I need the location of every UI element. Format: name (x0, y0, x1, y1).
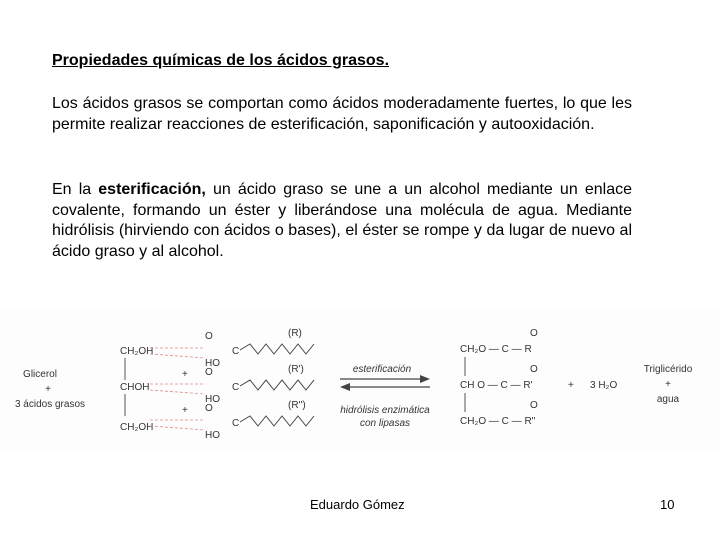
label-glycerol: Glicerol (23, 369, 57, 380)
product-carbonyl-o-3: O (530, 400, 538, 411)
page-number: 10 (660, 497, 675, 512)
water-term: 3 H₂O (590, 380, 618, 391)
product-row-1: CH₂O — C — R (460, 344, 532, 355)
plus-products: + (568, 380, 574, 391)
acid1-r-label: (R) (288, 328, 302, 339)
acid3-r-label: (R'') (288, 400, 306, 411)
esterification-scheme (0, 310, 720, 450)
glycerol-ch2oh-bottom: CH₂OH (120, 422, 154, 433)
forward-arrow-label: esterificación (352, 364, 412, 375)
label-water: agua (656, 394, 680, 405)
label-fatty-acids: 3 ácidos grasos (14, 399, 86, 410)
paragraph-prefix: En la (52, 181, 99, 198)
acid1-c: C (232, 346, 240, 357)
acid2-ho: HO (205, 394, 220, 405)
acid1-ho: HO (205, 358, 220, 369)
acid1-carbonyl-o: O (205, 331, 213, 342)
plus-reactant-2: + (182, 405, 188, 416)
page-title: Propiedades químicas de los ácidos grasos. (52, 52, 390, 69)
label-plus-right: + (665, 379, 671, 390)
product-carbonyl-o-2: O (530, 364, 538, 375)
glycerol-ch2oh-top: CH₂OH (120, 346, 154, 357)
acid2-c: C (232, 382, 240, 393)
acid2-carbonyl-o: O (205, 367, 213, 378)
plus-reactant-1: + (182, 369, 188, 380)
label-triglyceride: Triglicérido (643, 364, 693, 375)
paragraph-rest: un ácido graso se une a un alcohol mediante un enlace covalente, formando un éster y liberándose una molécula de agua. Mediante hidrólisis (hirviendo con ácidos o bases), el éster se rompe y da lugar de nuevo al ácido graso y al alcohol. (52, 181, 632, 260)
paragraph-esterification (52, 180, 632, 262)
paragraph-properties: Los ácidos grasos se comportan como ácidos moderadamente fuertes, lo que les permite realizar reacciones de esterificación, saponificación y autooxidación. (52, 95, 632, 133)
reverse-arrow-label-1: hidrólisis enzimática (340, 405, 430, 416)
reverse-arrow-label-2: con lipasas (359, 418, 411, 429)
product-carbonyl-o-1: O (530, 328, 538, 339)
glycerol-choh: CHOH (120, 382, 150, 393)
product-row-2: CH O — C — R' (460, 380, 533, 391)
acid2-r-label: (R') (288, 364, 304, 375)
label-plus-left: + (45, 384, 51, 395)
acid3-ho: HO (205, 430, 220, 441)
footer-author: Eduardo Gómez (310, 497, 405, 512)
acid3-carbonyl-o: O (205, 403, 213, 414)
product-row-3: CH₂O — C — R'' (460, 416, 536, 427)
acid3-c: C (232, 418, 240, 429)
esterification-term: esterificación, (98, 181, 206, 198)
